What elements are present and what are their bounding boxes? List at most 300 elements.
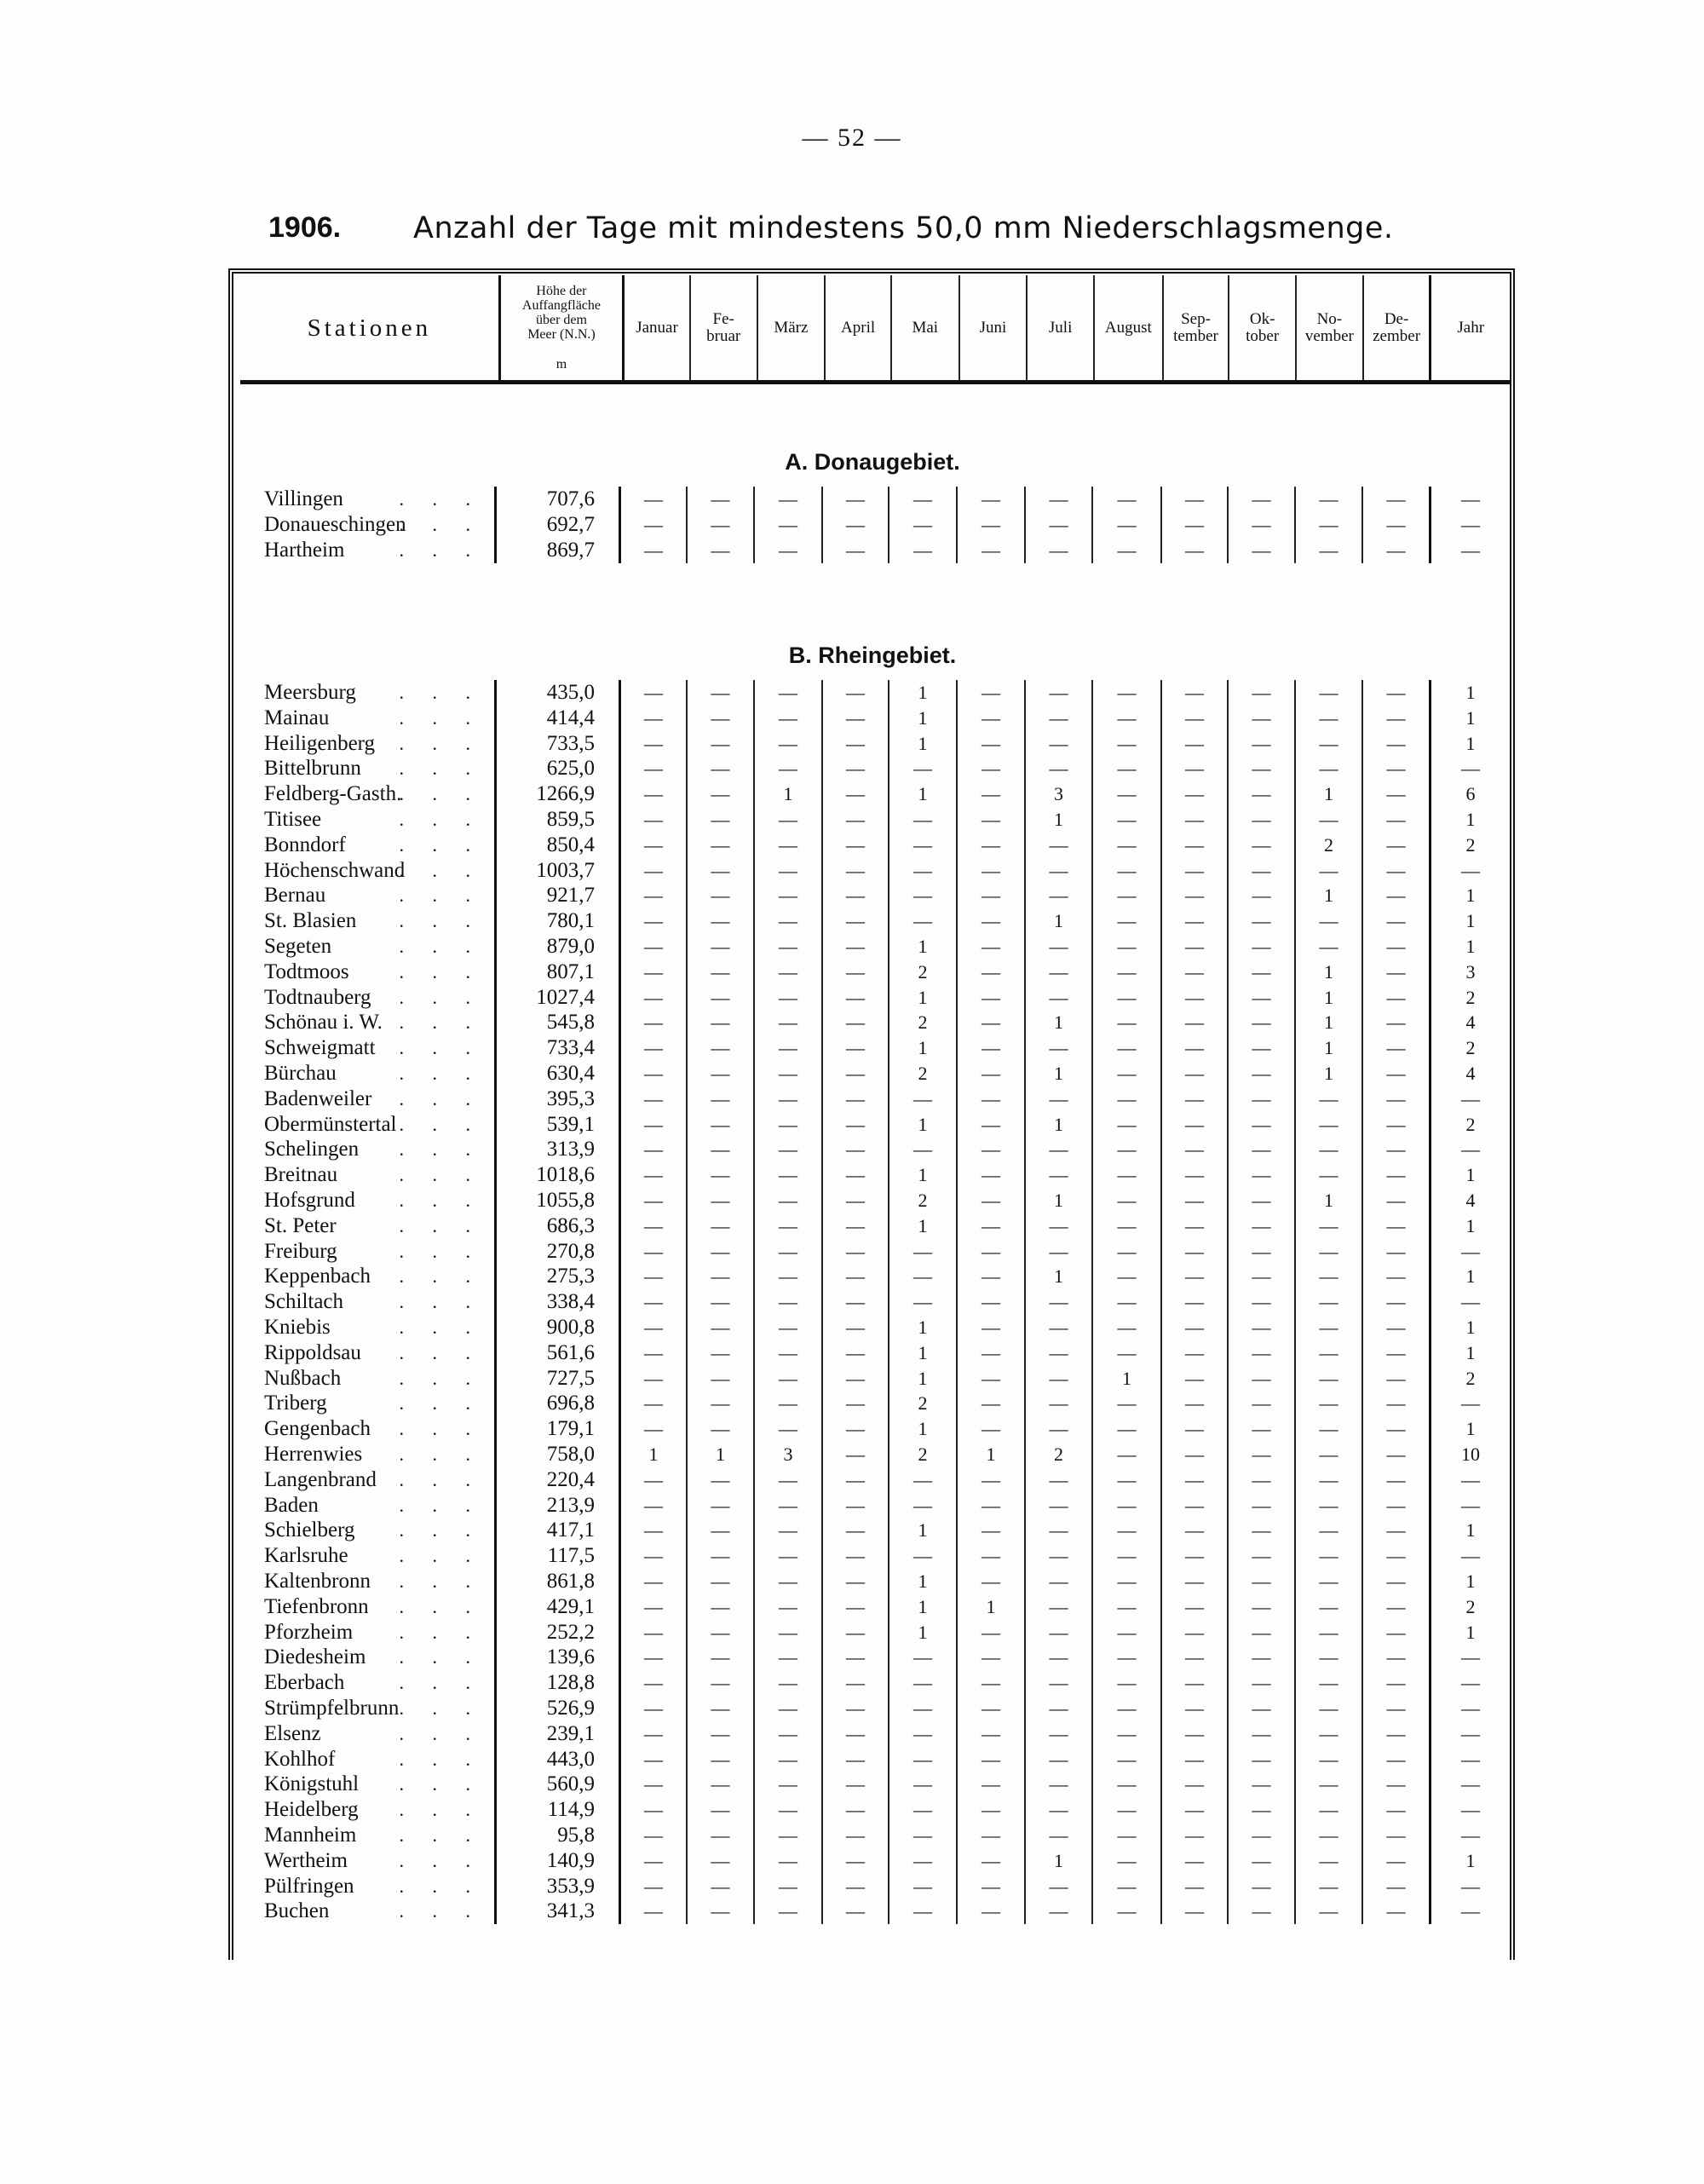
leader-dots: . . . [399, 1570, 482, 1592]
month-value: — [1024, 985, 1091, 1011]
station-name: Hofsgrund [264, 1189, 355, 1212]
month-value: — [1091, 1061, 1160, 1086]
month-value: — [1160, 1848, 1227, 1874]
station-cell [233, 1289, 494, 1315]
month-value: — [1227, 1213, 1294, 1239]
month-value: — [1294, 1594, 1361, 1620]
month-value: — [821, 1772, 888, 1797]
month-value: — [1227, 1848, 1294, 1874]
month-value: — [686, 1137, 753, 1162]
month-value: — [1227, 1264, 1294, 1289]
month-value: — [956, 1239, 1024, 1265]
month-value: — [1361, 1366, 1429, 1392]
station-name: Eberbach [264, 1671, 345, 1695]
month-value: — [821, 680, 888, 706]
month-value: — [753, 1670, 821, 1696]
month-value: — [686, 756, 753, 781]
month-value: — [686, 1315, 753, 1340]
month-value: — [1091, 1747, 1160, 1772]
month-value: 1 [888, 1416, 956, 1442]
station-cell [233, 1721, 494, 1747]
month-value: — [1294, 934, 1361, 959]
station-name: Buchen [264, 1899, 330, 1923]
leader-dots: . . . [399, 1087, 482, 1109]
month-value: — [753, 1315, 821, 1340]
month-value: — [1361, 1645, 1429, 1670]
month-value: 1 [1294, 1035, 1361, 1061]
month-value: — [1294, 1823, 1361, 1848]
month-value: — [888, 487, 956, 512]
month-value: 1 [888, 985, 956, 1011]
station-cell [233, 1264, 494, 1289]
station-cell [233, 1594, 494, 1620]
table-row [233, 1620, 1510, 1645]
month-value: — [1091, 1340, 1160, 1366]
month-value: — [1160, 1620, 1227, 1645]
month-value: — [1160, 1391, 1227, 1416]
header-month: März [757, 275, 825, 380]
month-value: — [1294, 858, 1361, 884]
month-value: — [1160, 487, 1227, 512]
month-value: — [619, 1569, 686, 1594]
station-height: 275,3 [494, 1264, 619, 1289]
table-row [233, 512, 1510, 538]
month-value: — [1160, 1721, 1227, 1747]
station-cell [233, 908, 494, 934]
year-total: — [1429, 1086, 1510, 1112]
month-value: 1 [686, 1442, 753, 1467]
month-value: 1 [888, 1518, 956, 1543]
station-height: 353,9 [494, 1874, 619, 1899]
station-height: 239,1 [494, 1721, 619, 1747]
table-row [233, 1289, 1510, 1315]
month-value: — [1091, 487, 1160, 512]
month-value: — [753, 706, 821, 731]
station-name: Kaltenbronn [264, 1570, 371, 1593]
leader-dots: . . . [399, 1444, 482, 1465]
station-name: Pülfringen [264, 1874, 354, 1898]
month-value: — [956, 1035, 1024, 1061]
table-title: Anzahl der Tage mit mindestens 50,0 mm Niederschlagsmenge. [413, 211, 1394, 245]
month-value: — [619, 1188, 686, 1213]
month-value: — [888, 1848, 956, 1874]
month-value: — [1091, 756, 1160, 781]
table-row [233, 1010, 1510, 1035]
month-value: — [1227, 1772, 1294, 1797]
leader-dots: . . . [399, 514, 482, 535]
table-row [233, 1569, 1510, 1594]
month-value: — [1160, 1086, 1227, 1112]
year-total: — [1429, 1696, 1510, 1721]
station-height: 707,6 [494, 487, 619, 512]
month-value: — [1227, 908, 1294, 934]
year-total: 1 [1429, 1416, 1510, 1442]
month-value: — [1160, 1696, 1227, 1721]
year-total: — [1429, 1772, 1510, 1797]
month-value: 1 [888, 1035, 956, 1061]
table-row [233, 1518, 1510, 1543]
leader-dots: . . . [399, 1621, 482, 1643]
table-row [233, 731, 1510, 757]
month-value: — [1091, 1696, 1160, 1721]
table-row [233, 781, 1510, 807]
month-value: — [1160, 1874, 1227, 1899]
leader-dots: . . . [399, 1367, 482, 1389]
header-month: De- zember [1362, 275, 1430, 380]
year-total: 3 [1429, 959, 1510, 985]
leader-dots: . . . [399, 732, 482, 754]
table-row [233, 985, 1510, 1011]
month-value: — [1160, 1239, 1227, 1265]
station-cell [233, 1366, 494, 1392]
month-value: — [619, 781, 686, 807]
month-value: — [1024, 487, 1091, 512]
leader-dots: . . . [399, 1240, 482, 1262]
month-value: — [686, 985, 753, 1011]
month-value: — [1294, 706, 1361, 731]
month-value: — [1294, 538, 1361, 563]
month-value: — [1024, 706, 1091, 731]
table-row [233, 1797, 1510, 1823]
month-value: — [1227, 934, 1294, 959]
month-value: — [1227, 1747, 1294, 1772]
month-value: — [753, 1467, 821, 1493]
month-value: — [956, 1543, 1024, 1569]
station-height: 625,0 [494, 756, 619, 781]
month-value: — [753, 1721, 821, 1747]
month-value: — [753, 985, 821, 1011]
month-value: — [888, 1086, 956, 1112]
year-total: — [1429, 858, 1510, 884]
month-value: — [888, 883, 956, 908]
station-cell [233, 1239, 494, 1265]
month-value: — [753, 1188, 821, 1213]
station-cell [233, 1696, 494, 1721]
month-value: — [619, 1594, 686, 1620]
month-value: — [1361, 1543, 1429, 1569]
month-value: — [686, 680, 753, 706]
year-total: — [1429, 1493, 1510, 1518]
month-value: 1 [1024, 1112, 1091, 1138]
station-height: 526,9 [494, 1696, 619, 1721]
table-row [233, 1264, 1510, 1289]
station-cell [233, 1569, 494, 1594]
month-value: — [1160, 1112, 1227, 1138]
month-value: — [1091, 908, 1160, 934]
station-height: 117,5 [494, 1543, 619, 1569]
month-value: — [619, 883, 686, 908]
month-value: — [888, 1493, 956, 1518]
month-value: — [753, 1594, 821, 1620]
station-cell [233, 1112, 494, 1138]
month-value: — [753, 1823, 821, 1848]
month-value: — [619, 680, 686, 706]
month-value: — [686, 1543, 753, 1569]
month-value: — [1160, 1289, 1227, 1315]
month-value: — [1294, 1747, 1361, 1772]
year-total: 1 [1429, 807, 1510, 833]
station-name: Bernau [264, 884, 326, 908]
station-height: 758,0 [494, 1442, 619, 1467]
month-value: — [956, 934, 1024, 959]
month-value: — [1361, 1289, 1429, 1315]
station-name: Königstuhl [264, 1772, 360, 1796]
month-value: — [1091, 858, 1160, 884]
table-row [233, 1213, 1510, 1239]
month-value: — [1294, 908, 1361, 934]
month-value: — [1361, 1112, 1429, 1138]
month-value: — [1160, 1823, 1227, 1848]
month-value: — [1091, 706, 1160, 731]
month-value: — [821, 934, 888, 959]
station-cell [233, 538, 494, 563]
month-value: — [1361, 1086, 1429, 1112]
month-value: — [1024, 1518, 1091, 1543]
month-value: — [1024, 1569, 1091, 1594]
header-month: Sep- tember [1162, 275, 1229, 380]
month-value: — [956, 883, 1024, 908]
month-value: — [1091, 1442, 1160, 1467]
month-value: — [1227, 1061, 1294, 1086]
month-value: — [1227, 1620, 1294, 1645]
month-value: — [1091, 731, 1160, 757]
table-row [233, 1543, 1510, 1569]
month-value: — [686, 908, 753, 934]
month-value: — [1294, 1315, 1361, 1340]
month-value: — [619, 1315, 686, 1340]
table-row [233, 1391, 1510, 1416]
station-cell [233, 807, 494, 833]
month-value: — [1361, 1797, 1429, 1823]
month-value: — [956, 1213, 1024, 1239]
table-row [233, 959, 1510, 985]
station-cell [233, 1467, 494, 1493]
station-height: 733,5 [494, 731, 619, 757]
month-value: — [1024, 858, 1091, 884]
month-value: — [753, 959, 821, 985]
month-value: — [1091, 959, 1160, 985]
header-month: Mai [890, 275, 958, 380]
year-total: — [1429, 512, 1510, 538]
month-value: — [821, 1620, 888, 1645]
station-height: 114,9 [494, 1797, 619, 1823]
month-value: — [888, 1899, 956, 1924]
month-value: 3 [753, 1442, 821, 1467]
station-name: Wertheim [264, 1848, 348, 1872]
table-row [233, 1061, 1510, 1086]
station-cell [233, 1848, 494, 1874]
month-value: — [619, 1061, 686, 1086]
month-value: — [1091, 1391, 1160, 1416]
month-value: — [1091, 1086, 1160, 1112]
month-value: 1 [1294, 781, 1361, 807]
month-value: — [1091, 1188, 1160, 1213]
month-value: — [1227, 1670, 1294, 1696]
month-value: 1 [619, 1442, 686, 1467]
month-value: — [619, 1823, 686, 1848]
leader-dots: . . . [399, 1138, 482, 1161]
month-value: — [753, 807, 821, 833]
station-name: Tiefenbronn [264, 1594, 369, 1618]
month-value: — [1361, 756, 1429, 781]
table-row [233, 487, 1510, 512]
month-value: 1 [888, 1112, 956, 1138]
month-value: — [1361, 538, 1429, 563]
month-value: — [888, 1645, 956, 1670]
station-height: 338,4 [494, 1289, 619, 1315]
month-value: — [956, 1620, 1024, 1645]
table-row [233, 1467, 1510, 1493]
month-value: — [1091, 1467, 1160, 1493]
month-value: — [821, 1823, 888, 1848]
month-value: — [1091, 807, 1160, 833]
month-value: 1 [1294, 1188, 1361, 1213]
month-value: — [1091, 1645, 1160, 1670]
month-value: — [956, 1416, 1024, 1442]
month-value: — [1294, 1366, 1361, 1392]
month-value: — [1091, 1239, 1160, 1265]
station-cell [233, 1747, 494, 1772]
month-value: — [956, 487, 1024, 512]
month-value: — [821, 833, 888, 858]
month-value: — [619, 1416, 686, 1442]
month-value: — [753, 1797, 821, 1823]
month-value: — [619, 1696, 686, 1721]
year-total: 4 [1429, 1010, 1510, 1035]
station-name: Breitnau [264, 1163, 338, 1187]
month-value: — [1361, 1162, 1429, 1188]
month-value: — [753, 1366, 821, 1392]
leader-dots: . . . [399, 833, 482, 856]
month-value: — [956, 1315, 1024, 1340]
month-value: — [1227, 1391, 1294, 1416]
month-value: 1 [1024, 807, 1091, 833]
month-value: — [686, 1670, 753, 1696]
month-value: — [619, 1086, 686, 1112]
station-cell [233, 731, 494, 757]
year-total: 10 [1429, 1442, 1510, 1467]
month-value: — [821, 1797, 888, 1823]
month-value: — [1294, 731, 1361, 757]
table-row [233, 706, 1510, 731]
month-value: — [888, 538, 956, 563]
month-value: — [753, 756, 821, 781]
month-value: — [619, 1112, 686, 1138]
month-value: — [619, 1162, 686, 1188]
month-value: — [686, 538, 753, 563]
leader-dots: . . . [399, 1595, 482, 1617]
month-value: — [1294, 1213, 1361, 1239]
table-row [233, 1188, 1510, 1213]
station-cell [233, 1416, 494, 1442]
leader-dots: . . . [399, 1748, 482, 1770]
month-value: — [821, 781, 888, 807]
station-cell [233, 1493, 494, 1518]
month-value: — [821, 1010, 888, 1035]
month-value: — [619, 487, 686, 512]
station-cell [233, 487, 494, 512]
station-cell [233, 1543, 494, 1569]
month-value: — [1361, 1493, 1429, 1518]
station-name: Keppenbach [264, 1265, 371, 1288]
station-cell [233, 756, 494, 781]
month-value: — [888, 1772, 956, 1797]
year-total: 2 [1429, 1035, 1510, 1061]
station-height: 686,3 [494, 1213, 619, 1239]
month-value: — [1024, 1670, 1091, 1696]
month-value: — [619, 1620, 686, 1645]
month-value: — [821, 1391, 888, 1416]
month-value: 2 [888, 1061, 956, 1086]
month-value: 2 [888, 959, 956, 985]
month-value: — [956, 1569, 1024, 1594]
table-row [233, 1442, 1510, 1467]
month-value: — [1024, 1086, 1091, 1112]
month-value: — [1091, 1797, 1160, 1823]
table-row [233, 1239, 1510, 1265]
month-value: — [956, 1747, 1024, 1772]
year-total: 1 [1429, 1848, 1510, 1874]
header-month: April [824, 275, 890, 380]
month-value: — [1091, 1721, 1160, 1747]
leader-dots: . . . [399, 1291, 482, 1313]
month-value: — [821, 487, 888, 512]
month-value: — [956, 731, 1024, 757]
month-value: — [1091, 1874, 1160, 1899]
table-row [233, 1899, 1510, 1924]
month-value: — [753, 934, 821, 959]
month-value: 1 [888, 781, 956, 807]
month-value: — [1361, 1315, 1429, 1340]
table-row [233, 1416, 1510, 1442]
year-total: — [1429, 1899, 1510, 1924]
month-value: — [1160, 1035, 1227, 1061]
month-value: — [753, 908, 821, 934]
station-name: Hartheim [264, 539, 345, 562]
leader-dots: . . . [399, 1113, 482, 1135]
month-value: — [1227, 1035, 1294, 1061]
month-value: — [1091, 1543, 1160, 1569]
year-total: 1 [1429, 1162, 1510, 1188]
month-value: — [1361, 680, 1429, 706]
table-row [233, 908, 1510, 934]
station-cell [233, 1620, 494, 1645]
month-value: — [1160, 731, 1227, 757]
month-value: — [1361, 706, 1429, 731]
month-value: — [753, 1035, 821, 1061]
month-value: — [821, 1188, 888, 1213]
leader-dots: . . . [399, 1265, 482, 1288]
station-cell [233, 1823, 494, 1848]
table-row [233, 1747, 1510, 1772]
month-value: — [956, 1340, 1024, 1366]
month-value: — [1361, 512, 1429, 538]
month-value: — [956, 1848, 1024, 1874]
station-cell [233, 1035, 494, 1061]
month-value: — [753, 538, 821, 563]
month-value: — [686, 934, 753, 959]
month-value: — [821, 1747, 888, 1772]
month-value: — [1091, 883, 1160, 908]
month-value: — [956, 858, 1024, 884]
month-value: — [821, 512, 888, 538]
month-value: — [1091, 1670, 1160, 1696]
month-value: — [753, 512, 821, 538]
station-name: Segeten [264, 935, 332, 958]
month-value: — [888, 908, 956, 934]
month-value: — [1160, 1594, 1227, 1620]
station-name: Bittelbrunn [264, 757, 361, 781]
